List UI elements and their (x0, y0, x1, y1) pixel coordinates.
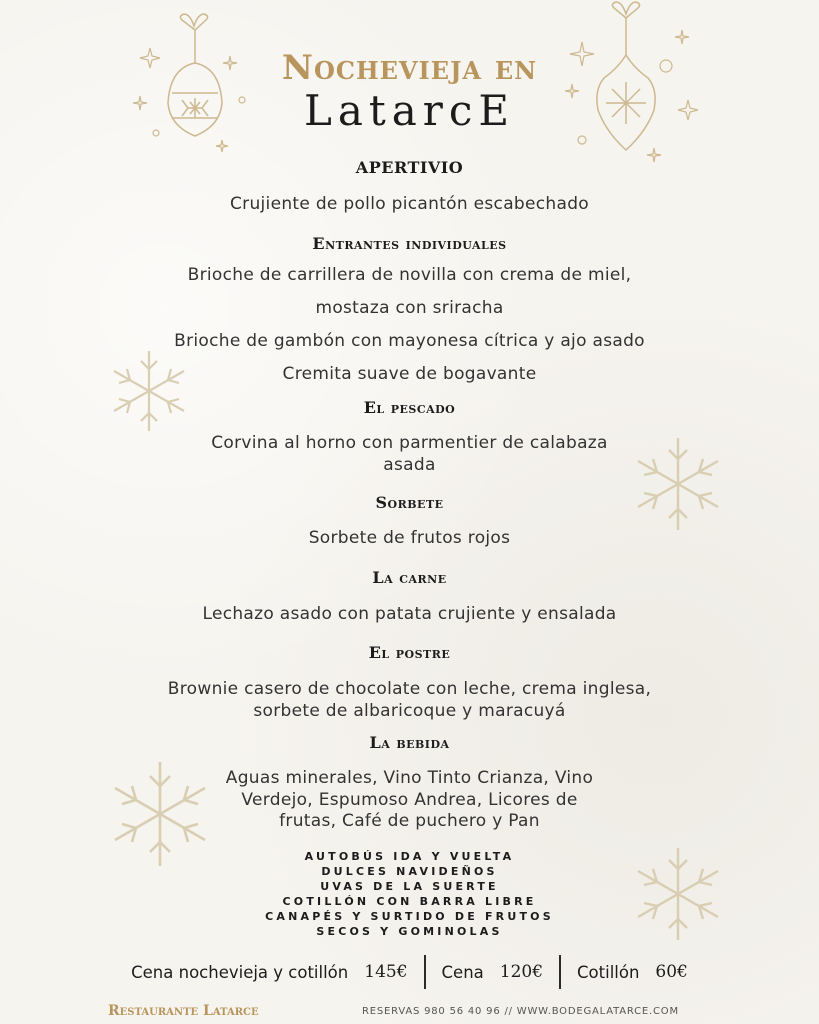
extra-item: CANAPÉS Y SURTIDO DE FRUTOS (265, 910, 554, 923)
price-divider (559, 955, 561, 989)
menu-item: Corvina al horno con parmentier de calabaza (211, 433, 608, 453)
extra-item: AUTOBÚS IDA Y VUELTA (304, 850, 515, 863)
menu-item: Lechazo asado con patata crujiente y ensalada (202, 604, 617, 624)
section-heading-apertivo: APERTIVIO (355, 158, 464, 177)
price-label: Cena nochevieja y cotillón (131, 962, 349, 982)
menu-item: asada (383, 455, 436, 475)
extra-item: COTILLÓN CON BARRA LIBRE (282, 895, 537, 908)
menu-item: Aguas minerales, Vino Tinto Crianza, Vino (225, 768, 594, 788)
reservations-info: RESERVAS 980 56 40 96 // WWW.BODEGALATARCE.COM (362, 1006, 679, 1017)
menu-item: Brownie casero de chocolate con leche, crema inglesa, (167, 679, 652, 699)
section-heading-carne: La carne (372, 568, 447, 587)
price-bar (0, 955, 819, 989)
menu-item: Cremita suave de bogavante (282, 364, 537, 384)
price-amount: 120€ (499, 962, 544, 982)
section-heading-postre: El postre (368, 643, 451, 662)
menu-item: Brioche de carrillera de novilla con crema de miel, (187, 265, 632, 285)
section-heading-entrantes: Entrantes individuales (312, 234, 507, 253)
price-amount: 60€ (655, 962, 688, 982)
extras-list (0, 849, 819, 939)
extra-item: DULCES NAVIDEÑOS (321, 865, 498, 878)
extra-item: UVAS DE LA SUERTE (320, 880, 499, 893)
menu-item: Brioche de gambón con mayonesa cítrica y ajo asado (174, 331, 645, 351)
snowflake-icon (106, 348, 192, 434)
title-line-1: Nochevieja en (281, 48, 538, 88)
restaurant-name: Restaurante Latarce (108, 1003, 259, 1019)
price-divider (424, 955, 426, 989)
title-line-2: LatarcE (303, 86, 516, 135)
section-heading-bebida: La bebida (369, 733, 450, 752)
menu-item: mostaza con sriracha (315, 298, 504, 318)
section-heading-pescado: El pescado (363, 398, 456, 417)
extra-item: SECOS Y GOMINOLAS (316, 925, 503, 938)
price-label: Cena (441, 962, 484, 982)
section-heading-sorbete: Sorbete (375, 493, 444, 512)
menu-item: frutas, Café de puchero y Pan (279, 811, 540, 831)
price-amount: 145€ (364, 962, 408, 982)
menu-item: Sorbete de frutos rojos (308, 528, 511, 548)
menu-item: Verdejo, Espumoso Andrea, Licores de (241, 790, 578, 810)
menu-item: Crujiente de pollo picantón escabechado (230, 194, 589, 214)
menu-item: sorbete de albaricoque y maracuyá (253, 701, 566, 721)
price-label: Cotillón (577, 962, 640, 982)
